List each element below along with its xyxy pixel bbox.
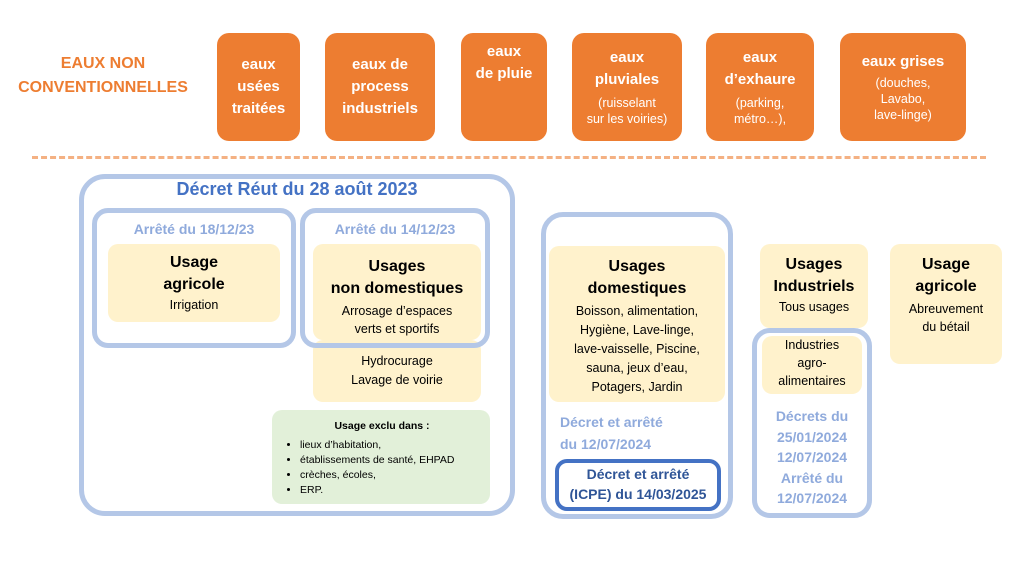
usage-desc: Irrigation: [169, 298, 219, 312]
water-type-title: eaux grises: [861, 53, 945, 70]
water-type-title: eaux de process industriels: [342, 56, 418, 117]
list-item: • crèches, écoles,: [300, 468, 482, 483]
usage-agricole-betail: [890, 244, 1002, 364]
water-type-sub: (parking, métro…),: [733, 96, 787, 126]
usage-title: Usages Industriels: [773, 256, 855, 295]
water-type-eaux-usees: [217, 33, 300, 141]
arrete-18-12-23-label: Arrêté du 18/12/23: [133, 221, 255, 237]
usage-desc: Tous usages: [778, 300, 850, 314]
water-type-eaux-pluie: [461, 33, 547, 141]
usage-desc: Hydrocurage Lavage de voirie: [351, 354, 443, 387]
list-item: • ERP.: [300, 483, 482, 498]
separator-dashed-line: [32, 156, 986, 159]
usage-hydrocurage: [313, 340, 481, 402]
usages-industriels: [760, 244, 868, 328]
water-type-title: eaux d’exhaure: [724, 49, 796, 88]
domestiques-decret-label: Décret et arrêté du 12/07/2024: [560, 414, 663, 452]
usage-exclu-box: [272, 410, 490, 504]
usage-desc: Arrosage d’espaces verts et sportifs: [341, 304, 453, 336]
water-type-eaux-grises: [840, 33, 966, 141]
industries-agro: [762, 336, 862, 394]
usage-desc: Boisson, alimentation, Hygiène, Lave-linge, lave-vaisselle, Piscine, sauna, jeux d’eau, Potagers, Jardin: [574, 304, 700, 394]
usage-title: Usage agricole: [163, 254, 225, 293]
usage-exclu-title: Usage exclu dans :: [334, 420, 430, 432]
list-item: • établissements de santé, EHPAD: [300, 453, 482, 468]
water-type-title: eaux usées traitées: [231, 56, 286, 117]
icpe-label: Décret et arrêté (ICPE) du 14/03/2025: [569, 466, 707, 502]
usage-title: Usage agricole: [915, 256, 977, 295]
usage-desc: Abreuvement du bétail: [908, 302, 984, 334]
decret-reut-title: Décret Réut du 28 août 2023: [176, 179, 418, 199]
water-type-sub: (douches, Lavabo, lave-linge): [874, 76, 932, 122]
list-item: • lieux d’habitation,: [300, 438, 482, 453]
water-type-eaux-exhaure: [706, 33, 814, 141]
usages-domestiques: [549, 246, 725, 402]
water-type-eaux-pluviales: [572, 33, 682, 141]
industriels-decrets-label: Décrets du 25/01/2024 12/07/2024 Arrêté du 12/07/2024: [775, 408, 849, 506]
usage-exclu-list: [282, 438, 482, 498]
usage-title: Usages domestiques: [587, 258, 687, 297]
water-type-sub: (ruisselant sur les voiries): [586, 96, 668, 126]
water-type-eaux-process: [325, 33, 435, 141]
arrete-14-12-23-label: Arrêté du 14/12/23: [334, 221, 456, 237]
category-label: EAUX NON CONVENTIONNELLES: [18, 55, 188, 96]
water-type-title: eaux pluviales: [594, 49, 660, 88]
usage-title: Usages non domestiques: [330, 258, 464, 297]
usage-desc: Industries agro- alimentaires: [778, 338, 846, 388]
water-type-title: eaux de pluie: [475, 43, 533, 82]
usage-agricole-irrigation: [108, 244, 280, 322]
